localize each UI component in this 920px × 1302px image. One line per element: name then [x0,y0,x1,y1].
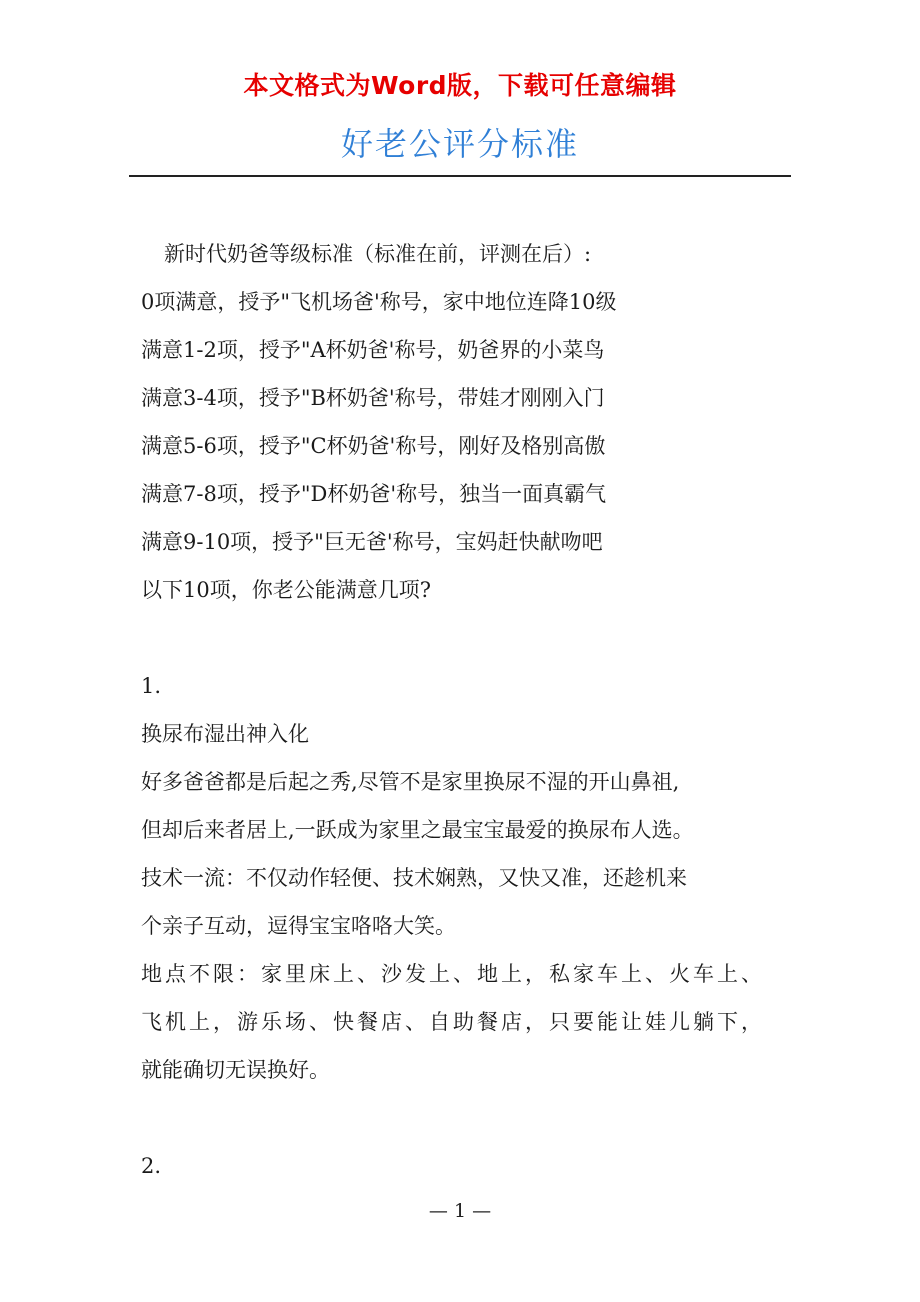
level-line: 满意5-6项，授予"C杯奶爸'称号，刚好及格别高傲 [141,434,606,458]
level-line: 满意1-2项，授予"A杯奶爸'称号，奶爸界的小菜鸟 [141,338,605,362]
level-line: 0项满意，授予"飞机场爸'称号，家中地位连降10级 [141,290,617,314]
level-line: 满意7-8项，授予"D杯奶爸'称号，独当一面真霸气 [141,482,607,506]
paragraph-line: 个亲子互动，逗得宝宝咯咯大笑。 [141,914,456,938]
level-line: 满意3-4项，授予"B杯奶爸'称号，带娃才刚刚入门 [141,386,605,410]
document-body [141,230,801,1190]
section-heading: 换尿布湿出神入化 [141,722,309,746]
paragraph-line: 好多爸爸都是后起之秀,尽管不是家里换尿不湿的开山鼻祖, [141,770,680,794]
intro-question: 以下10项，你老公能满意几项? [141,578,431,602]
page-number: — 1 — [428,1200,492,1222]
intro-heading: 新时代奶爸等级标准（标准在前，评测在后）: [164,242,592,266]
level-line: 满意9-10项，授予"巨无爸'称号，宝妈赶快献吻吧 [141,530,603,554]
blank-line [141,1094,801,1142]
paragraph-line: 飞机上，游乐场、快餐店、自助餐店，只要能让娃儿躺下， [141,1010,765,1034]
blank-line [141,614,801,662]
document-title: 好老公评分标准 [340,125,579,163]
paragraph-line: 地点不限：家里床上、沙发上、地上，私家车上、火车上、 [141,962,765,986]
download-banner: 本文格式为Word版，下载可任意编辑 [243,71,677,100]
paragraph-line: 技术一流：不仅动作轻便、技术娴熟，又快又准，还趁机来 [141,866,687,890]
title-divider [129,175,791,177]
paragraph-line: 但却后来者居上,一跃成为家里之最宝宝最爱的换尿布人选。 [141,818,694,842]
section-number: 1. [141,674,162,698]
section-number: 2. [141,1154,162,1178]
paragraph-line: 就能确切无误换好。 [141,1058,330,1082]
